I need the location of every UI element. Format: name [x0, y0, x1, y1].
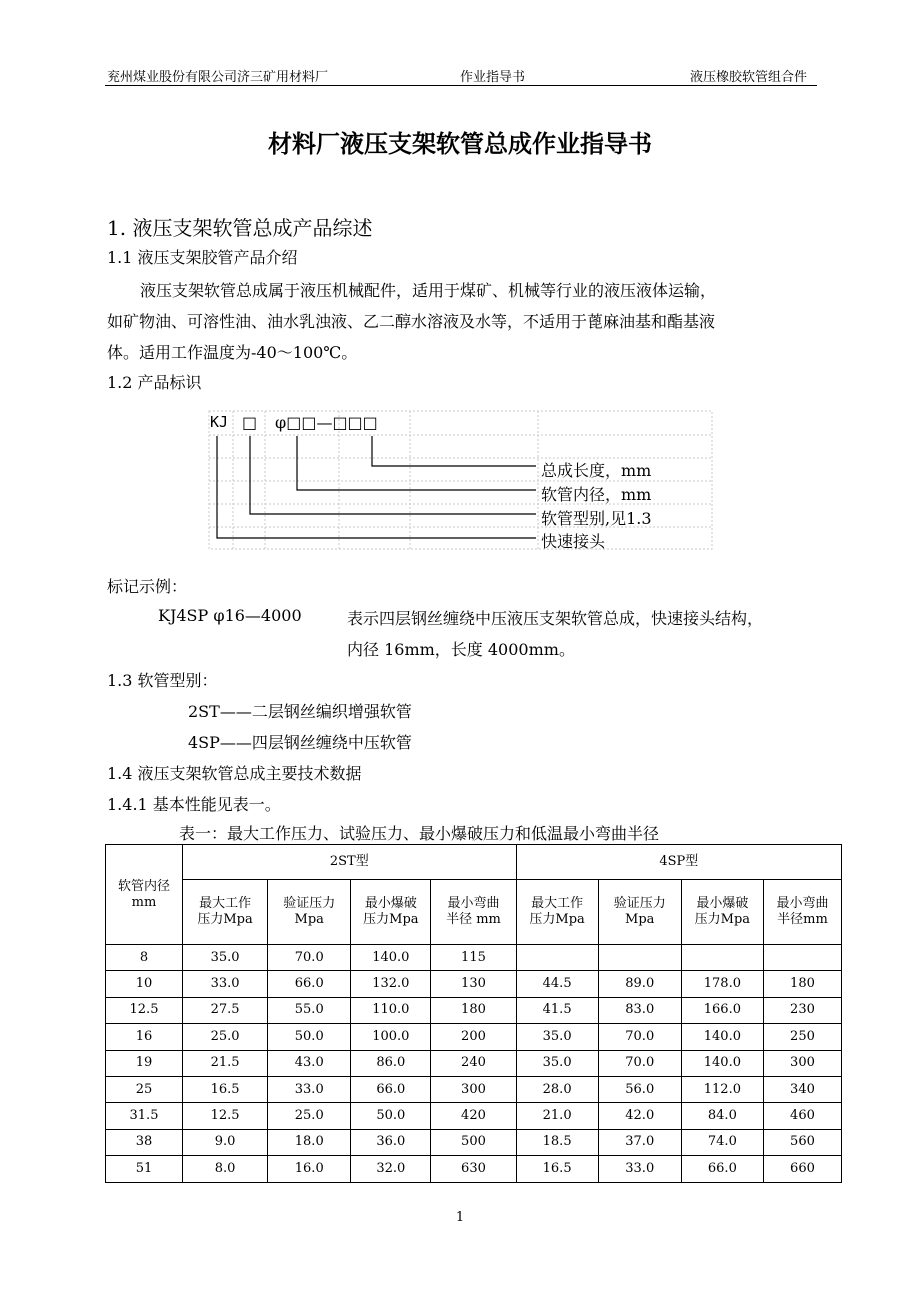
example-label: 标记示例： [107, 577, 188, 596]
table-cell: 41.5 [516, 997, 598, 1023]
table-cell: 9.0 [182, 1129, 267, 1155]
corner-label: 软管内径 [117, 878, 170, 894]
table-cell: 630 [431, 1156, 516, 1182]
table-cell: 35.0 [516, 1024, 598, 1050]
header-product: 液压橡胶软管组合件 [690, 70, 808, 85]
col-header: 最大工作 压力Mpa [516, 880, 598, 945]
label-assembly-length: 总成长度，mm [541, 461, 652, 480]
table-row [106, 1156, 842, 1182]
intro-line-3: 体。适用工作温度为-40～100℃。 [107, 343, 358, 362]
row-diameter-cell: 31.5 [106, 1103, 183, 1129]
table-cell: 115 [431, 945, 516, 971]
row-diameter-cell: 8 [106, 945, 183, 971]
table-cell: 25.0 [182, 1024, 267, 1050]
marking-kj: KJ [210, 413, 229, 431]
table-cell: 21.0 [516, 1103, 598, 1129]
table-cell: 32.0 [351, 1156, 431, 1182]
col-header: 最小爆破 压力Mpa [681, 880, 763, 945]
table-cell: 36.0 [351, 1129, 431, 1155]
table-cell: 660 [763, 1156, 841, 1182]
table-cell: 33.0 [598, 1156, 681, 1182]
leader-length [372, 436, 536, 466]
table-cell: 50.0 [351, 1103, 431, 1129]
table-cell: 83.0 [598, 997, 681, 1023]
row-diameter-cell: 51 [106, 1156, 183, 1182]
header-company: 兖州煤业股份有限公司济三矿用材料厂 [107, 70, 329, 85]
col-header: 验证压力 Mpa [598, 880, 681, 945]
table-cell: 300 [763, 1050, 841, 1076]
table-cell: 12.5 [182, 1103, 267, 1129]
table-cell: 130 [431, 971, 516, 997]
table-cell: 180 [431, 997, 516, 1023]
intro-line-1: 液压支架软管总成属于液压机械配件，适用于煤矿、机械等行业的液压液体运输， [140, 281, 717, 300]
header-doc-type: 作业指导书 [460, 70, 526, 85]
table-body [106, 945, 842, 1183]
marking-type-box: □ [242, 413, 258, 432]
table-cell: 35.0 [182, 945, 267, 971]
table-cell: 33.0 [182, 971, 267, 997]
example-code: KJ4SP φ16—4000 [158, 606, 302, 625]
table-corner-header [106, 845, 183, 945]
table-cell: 55.0 [268, 997, 351, 1023]
table-cell: 112.0 [681, 1076, 763, 1102]
table-cell: 27.5 [182, 997, 267, 1023]
table-cell: 66.0 [268, 971, 351, 997]
table-cell: 110.0 [351, 997, 431, 1023]
table-cell: 66.0 [351, 1076, 431, 1102]
table-cell: 500 [431, 1129, 516, 1155]
table-cell: 140.0 [681, 1050, 763, 1076]
table-cell: 180 [763, 971, 841, 997]
table-cell: 340 [763, 1076, 841, 1102]
table-cell: 250 [763, 1024, 841, 1050]
table-cell: 70.0 [598, 1050, 681, 1076]
table-cell: 200 [431, 1024, 516, 1050]
page-number: 1 [455, 1210, 465, 1225]
table-cell: 132.0 [351, 971, 431, 997]
row-diameter-cell: 16 [106, 1024, 183, 1050]
marking-diameter-length: φ□□—□□□ [275, 413, 378, 432]
table-cell: 28.0 [516, 1076, 598, 1102]
table-cell: 70.0 [598, 1024, 681, 1050]
example-desc-2: 内径 16mm，长度 4000mm。 [347, 640, 575, 659]
col-header: 最小弯曲 半径 mm [431, 880, 516, 945]
table-row [106, 971, 842, 997]
table-cell: 42.0 [598, 1103, 681, 1129]
table-cell: 25.0 [268, 1103, 351, 1129]
section-1-3-heading: 1.3 软管型别： [107, 671, 218, 690]
label-inner-diameter: 软管内径，mm [541, 485, 652, 504]
table-cell [598, 945, 681, 971]
table-cell: 16.5 [516, 1156, 598, 1182]
group-header-4sp: 4SP型 [516, 845, 841, 880]
example-desc-1: 表示四层钢丝缠绕中压液压支架软管总成，快速接头结构， [347, 609, 764, 628]
leader-type [250, 436, 536, 514]
table-cell: 33.0 [268, 1076, 351, 1102]
table-row [106, 1129, 842, 1155]
col-header: 最小弯曲 半径mm [763, 880, 841, 945]
table-cell: 140.0 [351, 945, 431, 971]
table-cell: 16.0 [268, 1156, 351, 1182]
table-cell: 86.0 [351, 1050, 431, 1076]
section-1-1-heading: 1.1 液压支架胶管产品介绍 [107, 248, 298, 267]
table-row [106, 945, 842, 971]
table-cell: 460 [763, 1103, 841, 1129]
table-cell [681, 945, 763, 971]
row-diameter-cell: 10 [106, 971, 183, 997]
table-cell: 35.0 [516, 1050, 598, 1076]
row-diameter-cell: 19 [106, 1050, 183, 1076]
col-header: 最小爆破 压力Mpa [351, 880, 431, 945]
table-caption: 表一：最大工作压力、试验压力、最小爆破压力和低温最小弯曲半径 [179, 824, 660, 843]
table-cell: 18.5 [516, 1129, 598, 1155]
label-hose-type: 软管型别,见1.3 [541, 509, 652, 528]
table-cell: 74.0 [681, 1129, 763, 1155]
table-row [106, 1024, 842, 1050]
table-cell: 420 [431, 1103, 516, 1129]
table-cell: 100.0 [351, 1024, 431, 1050]
col-header: 最大工作 压力Mpa [182, 880, 267, 945]
section-1-4-heading: 1.4 液压支架软管总成主要技术数据 [107, 764, 362, 783]
group-header-2st: 2ST型 [182, 845, 516, 880]
table-cell: 70.0 [268, 945, 351, 971]
table-cell [516, 945, 598, 971]
intro-line-2: 如矿物油、可溶性油、油水乳浊液、乙二醇水溶液及水等，不适用于蓖麻油基和酯基液 [107, 312, 716, 331]
table-cell: 56.0 [598, 1076, 681, 1102]
row-diameter-cell: 25 [106, 1076, 183, 1102]
table-cell: 178.0 [681, 971, 763, 997]
hose-type-4sp: 4SP——四层钢丝缠绕中压软管 [188, 733, 412, 752]
table-cell: 16.5 [182, 1076, 267, 1102]
leader-inner-diameter [297, 436, 536, 490]
section-1-heading: 1. 液压支架软管总成产品综述 [107, 216, 373, 240]
table-row [106, 1050, 842, 1076]
row-diameter-cell: 38 [106, 1129, 183, 1155]
section-1-2-heading: 1.2 产品标识 [107, 373, 202, 392]
row-diameter-cell: 12.5 [106, 997, 183, 1023]
table-cell: 560 [763, 1129, 841, 1155]
page-title: 材料厂液压支架软管总成作业指导书 [268, 130, 652, 158]
table-row [106, 1076, 842, 1102]
hose-type-2st: 2ST——二层钢丝编织增强软管 [188, 702, 412, 721]
table-cell: 240 [431, 1050, 516, 1076]
table-cell: 89.0 [598, 971, 681, 997]
performance-table [105, 844, 842, 1183]
table-cell: 300 [431, 1076, 516, 1102]
table-cell: 50.0 [268, 1024, 351, 1050]
table-row [106, 997, 842, 1023]
table-cell: 18.0 [268, 1129, 351, 1155]
label-quick-joint: 快速接头 [541, 532, 606, 551]
table-row [106, 1103, 842, 1129]
table-cell: 166.0 [681, 997, 763, 1023]
table-cell: 43.0 [268, 1050, 351, 1076]
table-cell: 84.0 [681, 1103, 763, 1129]
table-cell: 230 [763, 997, 841, 1023]
table-cell: 66.0 [681, 1156, 763, 1182]
section-1-4-1: 1.4.1 基本性能见表一。 [107, 795, 281, 814]
table-cell: 37.0 [598, 1129, 681, 1155]
table-cell [763, 945, 841, 971]
corner-unit: mm [131, 894, 157, 910]
col-header: 验证压力 Mpa [268, 880, 351, 945]
table-cell: 140.0 [681, 1024, 763, 1050]
table-cell: 21.5 [182, 1050, 267, 1076]
table-cell: 8.0 [182, 1156, 267, 1182]
table-cell: 44.5 [516, 971, 598, 997]
